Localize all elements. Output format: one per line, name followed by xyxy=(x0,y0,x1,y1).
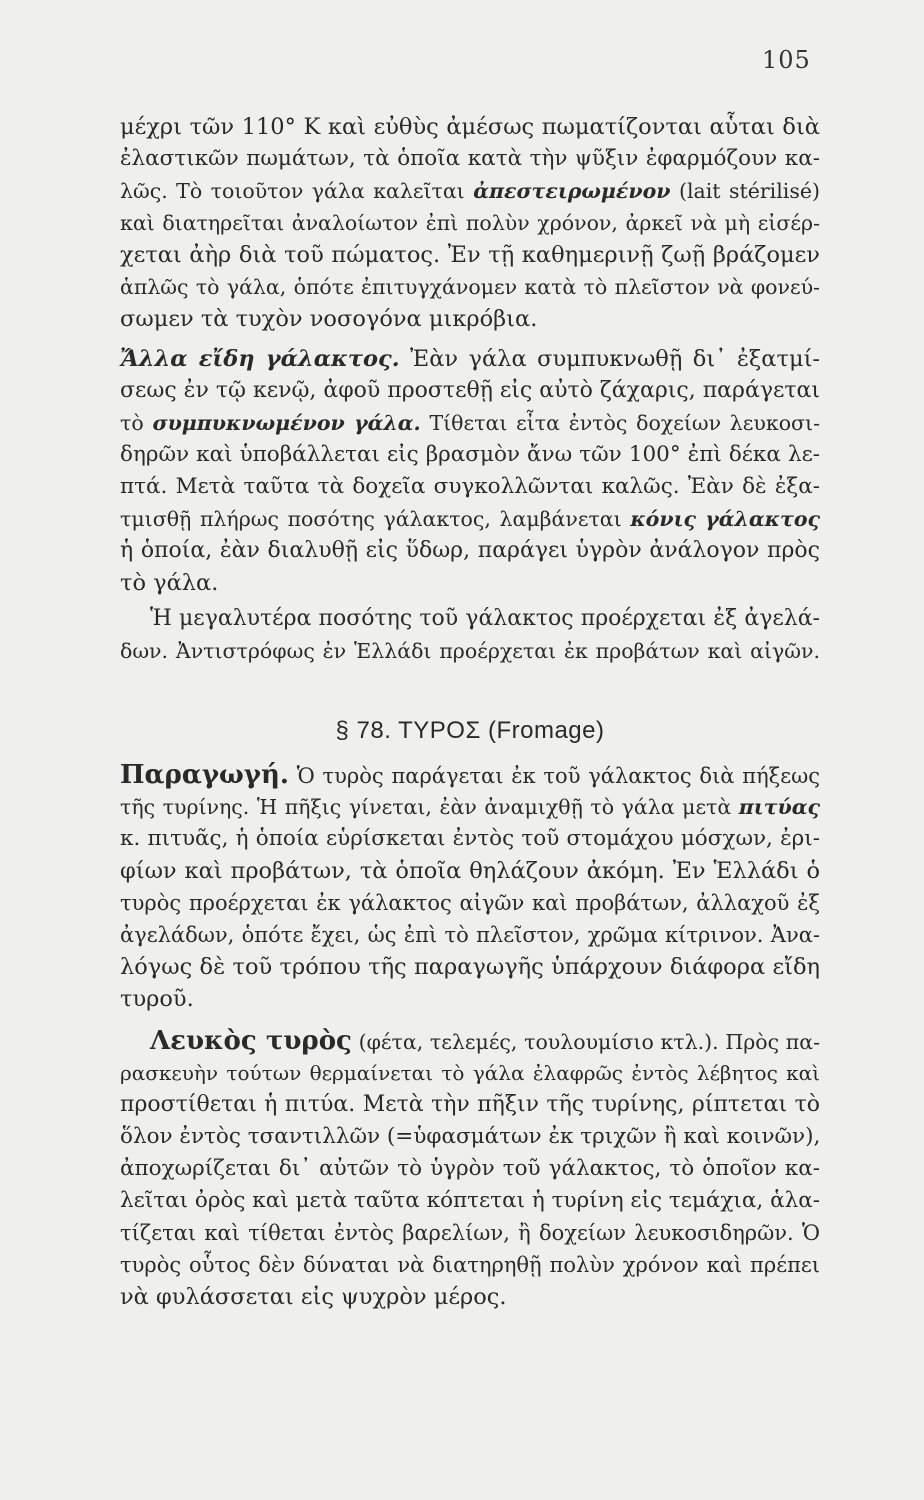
subheading-other-milk: Ἄλλα εἴδη γάλακτος. xyxy=(120,346,400,372)
text-line xyxy=(150,604,820,634)
page-number: 105 xyxy=(762,46,811,74)
text-line xyxy=(120,1122,820,1152)
text-line xyxy=(120,504,820,534)
line-text: δηρῶν καὶ ὑποβάλλεται εἰς βρασμὸν ἄνω τῶν 100° ἐπὶ δέκα λε- xyxy=(120,442,820,467)
text-line xyxy=(120,112,820,142)
text-line xyxy=(120,344,820,374)
text-line xyxy=(120,472,820,502)
text-line xyxy=(120,376,820,406)
text-line xyxy=(120,920,820,950)
line-text: πτά. Μετὰ ταῦτα τὰ δοχεῖα συγκολλῶνται καλῶς. Ἐὰν δὲ ἐξα- xyxy=(120,474,820,499)
line-text: τυρὸς προέρχεται ἐκ γάλακτος αἰγῶν καὶ προβάτων, ἀλλαχοῦ ἐξ xyxy=(120,891,820,915)
text-line xyxy=(120,1250,820,1280)
line-text: ρασκευὴν τούτων θερμαίνεται τὸ γάλα ἐλαφρῶς ἐντὸς λέβητος καὶ xyxy=(120,1061,820,1085)
section-heading: § 78. ΤΥΡΟΣ (Fromage) xyxy=(335,717,605,744)
line-text: (φέτα, τελεμές, τουλουμίσιο κτλ.). Πρὸς πα- xyxy=(351,1030,820,1054)
text-line xyxy=(120,568,820,598)
line-text: Ὁ τυρὸς παράγεται ἐκ τοῦ γάλακτος διὰ πήξεως xyxy=(288,764,820,788)
line-text: ἐλαστικῶν πωμάτων, τὰ ὁποῖα κατὰ τὴν ψῦξιν ἐφαρμόζουν κα- xyxy=(120,146,820,171)
text-line xyxy=(120,824,820,854)
line-text: Ἡ μεγαλυτέρα ποσότης τοῦ γάλακτος προέρχεται ἐξ ἀγελά- xyxy=(150,606,820,631)
line-text: καὶ διατηρεῖται ἀναλοίωτον ἐπὶ πολὺν χρόνον, ἀρκεῖ νὰ μὴ εἰσέρ- xyxy=(120,211,820,235)
text-line xyxy=(120,636,820,666)
term-rennet: πιτύας xyxy=(738,795,820,819)
line-text: κ. πιτυᾶς, ἡ ὁποία εὑρίσκεται ἐντὸς τοῦ στομάχου μόσχων, ἐρι- xyxy=(120,826,820,851)
line-text: τίζεται καὶ τίθεται ἐντὸς βαρελίων, ἢ δοχείων λευκοσιδηρῶν. Ὁ xyxy=(120,1221,820,1245)
text-line xyxy=(120,856,820,886)
text-line xyxy=(120,792,820,822)
subheading-white-cheese: Λευκὸς τυρὸς xyxy=(150,1026,352,1056)
text-line xyxy=(120,1090,820,1120)
line-text: σωμεν τὰ τυχὸν νοσογόνα μικρόβια. xyxy=(120,306,538,332)
line-text: Τίθεται εἶτα ἐντὸς δοχείων λευκοσι- xyxy=(420,411,820,435)
text-line xyxy=(120,272,820,302)
line-text: μέχρι τῶν 110° Κ καὶ εὐθὺς ἀμέσως πωματίζονται αὗται διὰ xyxy=(120,114,820,140)
line-text: ἀγελάδων, ὁπότε ἔχει, ὡς ἐπὶ τὸ πλεῖστον, χρῶμα κίτρινον. Ἀνα- xyxy=(120,923,820,947)
text-line xyxy=(120,536,820,566)
line-text: προστίθεται ἡ πιτύα. Μετὰ τὴν πῆξιν τῆς τυρίνης, ρίπτεται τὸ xyxy=(120,1092,820,1117)
text-line xyxy=(120,952,820,982)
text-line xyxy=(150,1026,820,1056)
text-line xyxy=(120,304,820,334)
text-line xyxy=(120,1058,820,1088)
line-text: δων. Ἀντιστρόφως ἐν Ἑλλάδι προέρχεται ἐκ προβάτων καὶ αἰγῶν. xyxy=(120,639,820,663)
text-line xyxy=(120,888,820,918)
line-text: τμισθῇ πλήρως ποσότης γάλακτος, λαμβάνεται xyxy=(120,507,631,531)
line-text: φίων καὶ προβάτων, τὰ ὁποῖα θηλάζουν ἀκόμη. Ἐν Ἑλλάδι ὁ xyxy=(120,858,820,884)
line-text: τῆς τυρίνης. Ἡ πῆξις γίνεται, ἐὰν ἀναμιχθῇ τὸ γάλα μετὰ xyxy=(120,795,739,819)
text-line xyxy=(120,760,820,790)
term-sterilized: ἀπεστειρωμένον xyxy=(473,179,671,203)
line-text: τὸ γάλα. xyxy=(120,570,219,596)
text-line xyxy=(120,1218,820,1248)
text-line xyxy=(120,176,820,206)
line-text: λῶς. Τὸ τοιοῦτον γάλα καλεῖται xyxy=(120,179,474,203)
text-line xyxy=(120,240,820,270)
line-text: χεται ἀὴρ διὰ τοῦ πώματος. Ἐν τῇ καθημερινῇ ζωῇ βράζομεν xyxy=(120,242,820,268)
line-text: τυρὸς οὗτος δὲν δύναται νὰ διατηρηθῇ πολὺν χρόνον καὶ πρέπει xyxy=(120,1253,820,1277)
line-text: ἁπλῶς τὸ γάλα, ὁπότε ἐπιτυγχάνομεν κατὰ τὸ πλεῖστον νὰ φονεύ- xyxy=(120,275,820,299)
line-text: Ἐὰν γάλα συμπυκνωθῇ δι᾿ ἐξατμί- xyxy=(399,346,820,372)
line-text: λεῖται ὀρὸς καὶ μετὰ ταῦτα κόπτεται ἡ τυρίνη εἰς τεμάχια, ἁλα- xyxy=(120,1188,820,1213)
line-text: λόγως δὲ τοῦ τρόπου τῆς παραγωγῆς ὑπάρχουν διάφορα εἴδη xyxy=(120,954,820,980)
line-text: τυροῦ. xyxy=(120,986,194,1012)
text-line xyxy=(120,440,820,470)
text-line xyxy=(120,1154,820,1184)
line-text: σεως ἐν τῷ κενῷ, ἀφοῦ προστεθῇ εἰς αὐτὸ ζάχαρις, παράγεται xyxy=(120,378,821,403)
line-text: νὰ φυλάσσεται εἰς ψυχρὸν μέρος. xyxy=(120,1284,507,1310)
term-milk-powder: κόνις γάλακτος xyxy=(630,507,820,531)
line-text: ἡ ὁποία, ἐὰν διαλυθῇ εἰς ὕδωρ, παράγει ὑγρὸν ἀνάλογον πρὸς xyxy=(120,538,820,563)
term-condensed-milk: συμπυκνωμένον γάλα. xyxy=(152,411,421,435)
line-text: ἀποχωρίζεται δι᾿ αὐτῶν τὸ ὑγρὸν τοῦ γάλακτος, τὸ ὁποῖον κα- xyxy=(120,1156,820,1181)
line-text: ὅλον ἐντὸς τσαντιλλῶν (=ὑφασμάτων ἐκ τριχῶν ἢ καὶ κοινῶν), xyxy=(120,1124,821,1149)
text-line xyxy=(120,1282,820,1312)
text-line xyxy=(120,208,820,238)
text-line xyxy=(120,408,820,438)
line-text: τὸ xyxy=(120,411,153,435)
text-line xyxy=(120,144,820,174)
line-text: (lait stérilisé) xyxy=(670,179,820,203)
text-line xyxy=(120,984,820,1014)
subheading-production: Παραγωγή. xyxy=(120,760,289,790)
text-line xyxy=(120,1186,820,1216)
